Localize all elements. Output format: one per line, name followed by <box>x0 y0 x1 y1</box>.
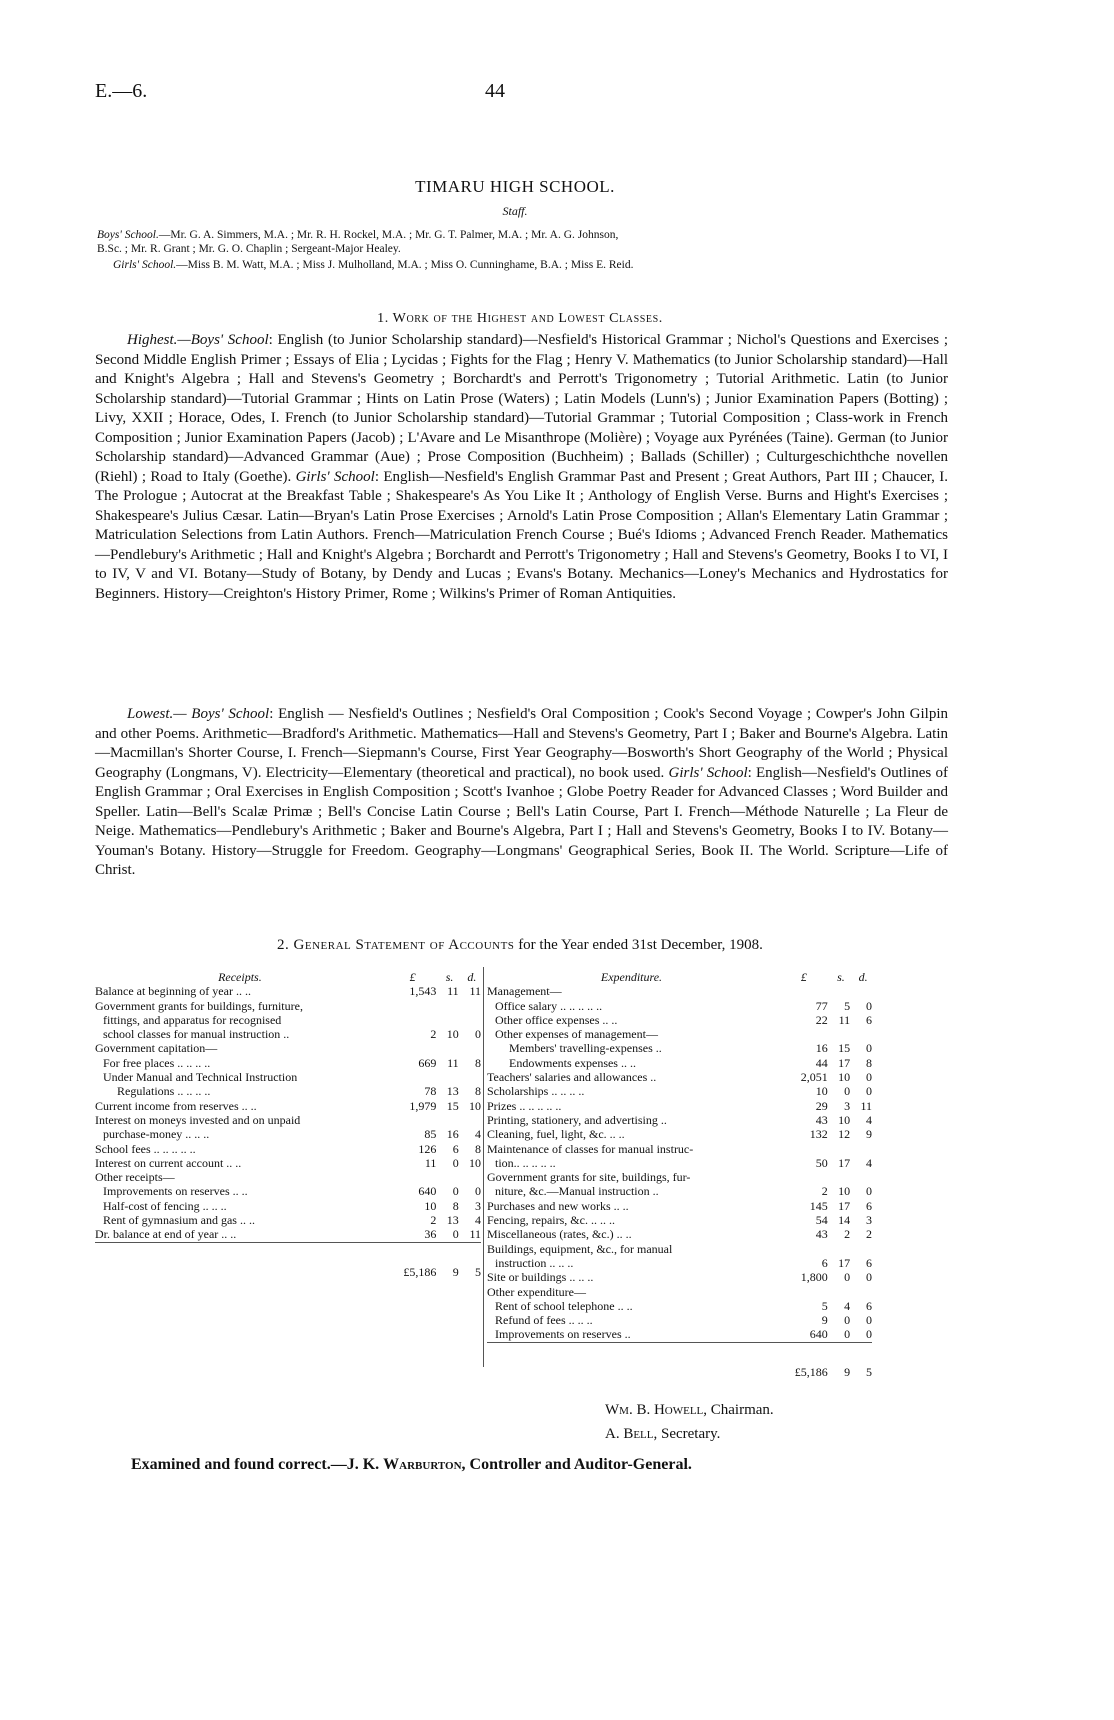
expenditure-row <box>487 1070 872 1084</box>
expenditure-pounds-cell <box>776 1242 828 1256</box>
expenditure-row <box>487 1199 872 1213</box>
page-number: 44 <box>485 80 505 102</box>
expenditure-pence-cell: 6 <box>866 1255 872 1270</box>
receipts-desc-cell: Improvements on reserves .. .. <box>103 1184 248 1199</box>
receipts-pounds-cell: 2 <box>430 1027 437 1042</box>
receipts-row <box>95 999 481 1013</box>
expenditure-row <box>487 1242 872 1256</box>
receipts-desc-cell: purchase-money .. .. .. <box>103 1127 210 1142</box>
expenditure-pounds-cell <box>776 1027 828 1041</box>
expenditure-desc-cell: instruction .. .. .. <box>495 1255 574 1270</box>
receipts-pounds-cell: 1,979 <box>409 1098 437 1113</box>
expenditure-shillings-cell: 17 <box>838 1055 851 1070</box>
receipts-pounds-cell <box>385 1170 437 1184</box>
receipts-shillings-cell: 11 <box>447 984 459 999</box>
expenditure-shillings-cell: 0 <box>844 1327 851 1342</box>
expenditure-shillings-cell: 0 <box>844 1084 851 1099</box>
receipts-pence-cell: 10 <box>469 1155 481 1170</box>
receipts-pence-cell: 0 <box>475 1027 481 1042</box>
receipts-desc-cell: Balance at beginning of year .. .. <box>95 984 251 999</box>
expenditure-total-shillings: 9 <box>828 1342 850 1379</box>
boys-staff-line-2 <box>97 243 997 255</box>
receipts-desc-cell: School fees .. .. .. .. .. <box>95 1141 196 1156</box>
receipts-row <box>95 1199 481 1213</box>
expenditure-pounds-cell: 50 <box>815 1155 828 1170</box>
expenditure-shillings-cell: 0 <box>844 1313 851 1328</box>
expenditure-pounds-cell: 10 <box>815 1084 828 1099</box>
expenditure-pounds-cell <box>776 1285 828 1299</box>
expenditure-pence-cell <box>850 1285 872 1299</box>
receipts-row <box>95 1027 481 1041</box>
expenditure-row <box>487 999 872 1013</box>
receipts-pence-cell <box>459 1041 481 1055</box>
section-2-heading-rest: for the Year ended 31st December, 1908. <box>514 937 763 953</box>
expenditure-col-pence: d. <box>858 970 868 984</box>
girls-staff-list: —Miss B. M. Watt, M.A. ; Miss J. Mulholland, M.A. ; Miss O. Cunninghame, B.A. ; Miss E. Reid. <box>176 259 634 271</box>
expenditure-shillings-cell <box>828 984 850 998</box>
expenditure-row <box>487 1084 872 1098</box>
expenditure-shillings-cell <box>828 1142 850 1156</box>
receipts-pounds-cell: 640 <box>418 1184 437 1199</box>
boys-staff-line-1 <box>97 229 997 241</box>
expenditure-pence-cell: 0 <box>866 1270 872 1285</box>
receipts-desc-cell: Dr. balance at end of year .. .. <box>95 1227 237 1242</box>
receipts-shillings-cell: 13 <box>446 1084 459 1099</box>
expenditure-pence-cell: 0 <box>866 1084 872 1099</box>
section-1-heading: 1. Work of the Highest and Lowest Classes. <box>377 311 663 326</box>
expenditure-pounds-cell: 22 <box>815 1012 828 1027</box>
auditor-name: Warburton <box>383 1456 462 1473</box>
expenditure-pence-cell <box>850 1142 872 1156</box>
expenditure-pounds-cell: 640 <box>809 1327 828 1342</box>
expenditure-heading: Expenditure. <box>600 970 663 984</box>
expenditure-row <box>487 1213 872 1227</box>
expenditure-shillings-cell: 15 <box>838 1041 851 1056</box>
secretary-signature <box>605 1426 720 1443</box>
receipts-pence-cell: 8 <box>475 1141 481 1156</box>
receipts-shillings-cell: 16 <box>446 1127 459 1142</box>
expenditure-desc-cell: Government grants for site, buildings, fur- <box>487 1170 691 1185</box>
expenditure-header-row <box>487 970 872 984</box>
expenditure-shillings-cell: 10 <box>838 1070 851 1085</box>
expenditure-desc-cell: Site or buildings .. .. .. <box>487 1270 594 1285</box>
expenditure-row <box>487 1099 872 1113</box>
receipts-total-row <box>95 1242 481 1279</box>
expenditure-desc-cell: Teachers' salaries and allowances .. <box>487 1070 657 1085</box>
receipts-shillings-cell <box>436 1113 458 1127</box>
expenditure-pounds-cell: 2 <box>821 1184 828 1199</box>
receipts-shillings-cell: 0 <box>452 1155 459 1170</box>
receipts-pence-cell: 11 <box>469 1227 481 1242</box>
highest-classes-paragraph <box>95 331 948 604</box>
expenditure-desc-cell: Maintenance of classes for manual instruc- <box>487 1141 694 1156</box>
receipts-body <box>95 970 481 1242</box>
expenditure-row <box>487 1113 872 1127</box>
expenditure-shillings-cell: 12 <box>838 1127 851 1142</box>
receipts-shillings-cell: 15 <box>446 1098 459 1113</box>
receipts-col-pounds: £ <box>409 970 416 984</box>
expenditure-desc-cell: Endowments expenses .. .. <box>509 1055 636 1070</box>
receipts-row <box>95 1013 481 1027</box>
school-title: TIMARU HIGH SCHOOL. <box>415 177 615 196</box>
expenditure-shillings-cell: 11 <box>838 1012 851 1027</box>
expenditure-pence-cell: 4 <box>866 1112 872 1127</box>
expenditure-shillings-cell: 3 <box>844 1098 851 1113</box>
receipts-desc-cell: school classes for manual instruction .. <box>103 1027 290 1042</box>
expenditure-shillings-cell: 4 <box>844 1298 851 1313</box>
expenditure-row <box>487 1299 872 1313</box>
lowest-label: Lowest. <box>127 706 174 722</box>
expenditure-row <box>487 1041 872 1055</box>
expenditure-desc-cell: Fencing, repairs, &c. .. .. .. <box>487 1213 615 1228</box>
expenditure-pence-cell: 0 <box>866 1313 872 1328</box>
girls-school-label: Girls' School. <box>113 259 177 271</box>
receipts-desc-cell: Government grants for buildings, furniture, <box>95 998 303 1013</box>
receipts-shillings-cell <box>436 1041 458 1055</box>
expenditure-desc-cell: Buildings, equipment, &c., for manual <box>487 1241 673 1256</box>
receipts-pounds-cell: 85 <box>424 1127 437 1142</box>
receipts-shillings-cell: 6 <box>452 1141 459 1156</box>
receipts-pounds-cell <box>385 1013 437 1027</box>
expenditure-desc-cell: Miscellaneous (rates, &c.) .. .. <box>487 1227 632 1242</box>
receipts-pounds-cell: 10 <box>424 1198 437 1213</box>
expenditure-desc-cell: Improvements on reserves .. <box>495 1327 631 1342</box>
expenditure-pence-cell: 0 <box>866 1184 872 1199</box>
expenditure-pounds-cell: 43 <box>815 1227 828 1242</box>
expenditure-desc-cell: Printing, stationery, and advertising .. <box>487 1112 667 1127</box>
receipts-pence-cell: 10 <box>469 1098 481 1113</box>
expenditure-desc-cell: niture, &c.—Manual instruction .. <box>495 1184 659 1199</box>
expenditure-pounds-cell <box>776 1170 828 1184</box>
expenditure-shillings-cell <box>828 1242 850 1256</box>
staff-heading: Staff. <box>502 204 528 218</box>
expenditure-row <box>487 1056 872 1070</box>
expenditure-total-row <box>487 1342 872 1379</box>
lowest-boys-text: : English — Nesfield's Outlines ; Nesfield's Oral Composition ; Cook's Second Voyage ; Cowper's John Gilpin and other Poems. Arithmetic—Bradford's Arithmetic. Mathematics—Hall and Stevens's Geometry, Part I ; Baker and Bourne's Algebra. Latin—Macmillan's Shorter Course, I. French—Siepmann's Course, First Year Geography—Bosworth's Short Geography of the World ; Physical Geography (Longmans, V). Electricity—Elementary (theoretical and practical), no book used. <box>95 706 948 781</box>
girls-staff-line <box>113 259 1013 271</box>
receipts-pounds-cell <box>385 1113 437 1127</box>
expenditure-row <box>487 1142 872 1156</box>
expenditure-desc-cell: Rent of school telephone .. .. <box>495 1298 633 1313</box>
expenditure-body <box>487 970 872 1342</box>
expenditure-pence-cell: 8 <box>866 1055 872 1070</box>
expenditure-col-shillings: s. <box>837 970 845 984</box>
lowest-girls-label: Girls' School <box>668 764 748 781</box>
receipts-desc-cell: fittings, and apparatus for recognised <box>103 1012 282 1027</box>
highest-girls-label: Girls' School <box>295 468 375 485</box>
expenditure-row <box>487 1027 872 1041</box>
receipts-pounds-cell: 1,543 <box>409 984 437 999</box>
receipts-row <box>95 984 481 998</box>
receipts-shillings-cell: 10 <box>446 1027 459 1042</box>
receipts-pounds-cell: 11 <box>424 1155 437 1170</box>
expenditure-shillings-cell: 17 <box>838 1255 851 1270</box>
receipts-pence-cell <box>459 1170 481 1184</box>
expenditure-pounds-cell <box>776 984 828 998</box>
expenditure-shillings-cell: 2 <box>844 1227 851 1242</box>
receipts-pence-cell: 8 <box>475 1055 481 1070</box>
receipts-row <box>95 1142 481 1156</box>
highest-boys-label: —Boys' School <box>177 332 269 348</box>
expenditure-pence-cell: 4 <box>866 1155 872 1170</box>
expenditure-pounds-cell: 54 <box>815 1213 828 1228</box>
receipts-pounds-cell: 78 <box>424 1084 437 1099</box>
receipts-desc-cell: Current income from reserves .. .. <box>95 1098 257 1113</box>
receipts-pounds-cell: 669 <box>418 1055 437 1070</box>
expenditure-desc-cell: Prizes .. .. .. .. .. <box>487 1098 562 1113</box>
expenditure-desc-cell: Purchases and new works .. .. <box>487 1198 629 1213</box>
expenditure-pence-cell: 0 <box>866 1070 872 1085</box>
expenditure-shillings-cell: 10 <box>838 1112 851 1127</box>
receipts-shillings-cell: 0 <box>452 1227 459 1242</box>
receipts-row <box>95 1213 481 1227</box>
receipts-row <box>95 1184 481 1198</box>
expenditure-desc-cell: tion.. .. .. .. .. <box>495 1155 556 1170</box>
receipts-pence-cell <box>459 999 481 1013</box>
receipts-pounds-cell <box>385 1070 437 1084</box>
table-divider <box>483 967 484 1367</box>
expenditure-pence-cell <box>850 1027 872 1041</box>
expenditure-row <box>487 1156 872 1170</box>
expenditure-shillings-cell <box>828 1285 850 1299</box>
receipts-desc-cell: Under Manual and Technical Instruction <box>103 1070 298 1085</box>
highest-boys-text: : English (to Junior Scholarship standard)—Nesfield's Historical Grammar ; Nichol's Questions and Exercises ; Second Middle English Primer ; Essays of Elia ; Lycidas ; Fights for the Flag ; Henry V. Mathematics (to Junior Scholarship standard)—Hall and Knight's Algebra ; Hall and Stevens's Geometry ; Borchardt's and Perrott's Trigonometry ; Tutorial Arithmetic. Latin (to Junior Scholarship standard)—Tutorial Grammar ; Hints on Latin Prose (Waters) ; Latin Models (Lunn's) ; Junior Examination Papers (Botting) ; Livy, XXII ; Horace, Odes, I. French (to Junior Scholarship standard)—Tutorial Grammar ; Tutorial Composition ; Class-work in French Composition ; Junior Examination Papers (Jacob) ; L'Avare and Le Misanthrope (Molière) ; Voyage aux Pyrénées (Taine). German (to Junior Scholarship standard)—Advanced Grammar (Aue) ; Prose Composition (Buchheim) ; Ballads (Schiller) ; Culturgeschichthche novellen (Riehl) ; Road to Italy (Goethe). <box>95 332 948 485</box>
lowest-boys-label: — Boys' School <box>173 706 270 722</box>
expenditure-pounds-cell <box>776 1142 828 1156</box>
lowest-girls-text: : English—Nesfield's Outlines of English Grammar ; Oral Exercises in English Composition ; Scott's Ivanhoe ; Globe Poetry Reader for Advanced Classes ; Word Builder and Speller. Latin—Bell's Scalæ Primæ ; Bell's Concise Latin Course ; Bell's Latin Course, Part I. French—Méthode Naturelle ; La Fleur de Neige. Mathematics—Pendlebury's Arithmetic ; Baker and Bourne's Algebra, Part I ; Hall and Stevens's Geometry, Books I to IV. Botany—Youman's Botany. History—Struggle for Freedom. Geography—Longmans' Geographical Series, Book II. The World. Scripture—Life of Christ. <box>95 764 948 878</box>
expenditure-pounds-cell: 9 <box>821 1313 828 1328</box>
receipts-row <box>95 1227 481 1242</box>
receipts-desc-cell: Rent of gymnasium and gas .. .. <box>103 1213 255 1228</box>
expenditure-pounds-cell: 16 <box>815 1041 828 1056</box>
receipts-pence-cell <box>459 1070 481 1084</box>
expenditure-shillings-cell: 5 <box>844 998 851 1013</box>
expenditure-total-pence: 5 <box>850 1342 872 1379</box>
receipts-shillings-cell <box>436 1170 458 1184</box>
expenditure-desc-cell: Other expenditure— <box>487 1284 586 1299</box>
receipts-shillings-cell: 11 <box>447 1055 459 1070</box>
expenditure-shillings-cell <box>828 1027 850 1041</box>
receipts-pence-cell: 8 <box>475 1084 481 1099</box>
expenditure-row <box>487 1013 872 1027</box>
audit-prefix: Examined and found correct.—J. K. <box>131 1456 384 1473</box>
expenditure-pounds-cell: 44 <box>815 1055 828 1070</box>
expenditure-desc-cell: Refund of fees .. .. .. <box>495 1313 593 1328</box>
receipts-desc-cell: Other receipts— <box>95 1170 175 1185</box>
expenditure-col-pounds: £ <box>800 970 807 984</box>
expenditure-pence-cell: 6 <box>866 1298 872 1313</box>
expenditure-pence-cell <box>850 1242 872 1256</box>
receipts-heading: Receipts. <box>218 970 262 984</box>
expenditure-pounds-cell: 29 <box>815 1098 828 1113</box>
expenditure-row <box>487 1270 872 1284</box>
section-2-heading-main: 2. General Statement of Accounts <box>277 937 515 953</box>
receipts-row <box>95 1113 481 1127</box>
boys-school-label: Boys' School. <box>97 229 159 241</box>
receipts-pounds-cell <box>385 1041 437 1055</box>
expenditure-pounds-cell: 132 <box>809 1127 828 1142</box>
receipts-pence-cell <box>459 1013 481 1027</box>
expenditure-row <box>487 1313 872 1327</box>
receipts-total-pounds: £5,186 <box>385 1242 437 1279</box>
secretary-role: , Secretary. <box>653 1426 721 1442</box>
expenditure-shillings-cell: 17 <box>838 1155 851 1170</box>
receipts-pounds-cell <box>385 999 437 1013</box>
receipts-header-row <box>95 970 481 984</box>
receipts-shillings-cell: 0 <box>452 1184 459 1199</box>
expenditure-desc-cell: Scholarships .. .. .. .. <box>487 1084 585 1099</box>
receipts-shillings-cell: 8 <box>452 1198 459 1213</box>
receipts-pounds-cell: 126 <box>418 1141 437 1156</box>
receipts-row <box>95 1084 481 1098</box>
expenditure-pence-cell: 0 <box>866 1327 872 1342</box>
expenditure-pounds-cell: 43 <box>815 1112 828 1127</box>
expenditure-shillings-cell <box>828 1170 850 1184</box>
chairman-name: Wm. B. Howell <box>605 1402 704 1418</box>
expenditure-pence-cell <box>850 1170 872 1184</box>
receipts-desc-cell: For free places .. .. .. .. <box>103 1055 211 1070</box>
receipts-desc-cell: Half-cost of fencing .. .. .. <box>103 1198 227 1213</box>
expenditure-row <box>487 1256 872 1270</box>
receipts-pence-cell: 11 <box>469 984 481 999</box>
receipts-col-pence: d. <box>467 970 477 984</box>
receipts-pence-cell <box>459 1113 481 1127</box>
expenditure-row <box>487 1327 872 1342</box>
chairman-signature <box>605 1402 774 1419</box>
receipts-desc-cell: Regulations .. .. .. .. <box>117 1084 211 1099</box>
receipts-pence-cell: 0 <box>475 1184 481 1199</box>
section-2-heading <box>0 937 1040 954</box>
receipts-col-shillings: s. <box>445 970 454 984</box>
lowest-classes-paragraph <box>95 705 948 881</box>
receipts-row <box>95 1070 481 1084</box>
expenditure-shillings-cell: 0 <box>844 1270 851 1285</box>
highest-label: Highest. <box>127 332 178 348</box>
receipts-desc-cell: Government capitation— <box>95 1041 218 1056</box>
receipts-row <box>95 1056 481 1070</box>
receipts-shillings-cell <box>436 1070 458 1084</box>
boys-staff-list-1: —Mr. G. A. Simmers, M.A. ; Mr. R. H. Rockel, M.A. ; Mr. G. T. Palmer, M.A. ; Mr. A. G. Johnson, <box>158 229 619 241</box>
expenditure-total-pounds: £5,186 <box>776 1342 828 1379</box>
expenditure-shillings-cell: 10 <box>838 1184 851 1199</box>
audit-statement <box>131 1456 692 1474</box>
receipts-pence-cell: 3 <box>475 1198 481 1213</box>
receipts-pence-cell: 4 <box>475 1127 481 1142</box>
expenditure-desc-cell: Other office expenses .. .. <box>495 1012 618 1027</box>
expenditure-pence-cell: 11 <box>860 1098 872 1113</box>
document-reference: E.—6. <box>95 80 148 102</box>
expenditure-pounds-cell: 2,051 <box>800 1070 828 1085</box>
secretary-name: A. Bell <box>605 1426 654 1442</box>
receipts-desc-cell: Interest on moneys invested and on unpaid <box>95 1112 301 1127</box>
expenditure-pence-cell: 0 <box>866 1041 872 1056</box>
receipts-pounds-cell: 2 <box>430 1213 437 1228</box>
receipts-pence-cell: 4 <box>475 1213 481 1228</box>
receipts-row <box>95 1156 481 1170</box>
expenditure-pence-cell: 3 <box>866 1213 872 1228</box>
receipts-row <box>95 1170 481 1184</box>
expenditure-row <box>487 1184 872 1198</box>
highest-girls-text: : English—Nesfield's English Grammar Past and Present ; Great Authors, Part III ; Chaucer, I. The Prologue ; Autocrat at the Breakfast Table ; Shakespeare's As You Like It ; Anthology of English Verse. Burns and Hight's Exercises ; Shakespeare's Julius Cæsar. Latin—Bryan's Latin Prose Exercises ; Arnold's Latin Prose Composition ; Allan's Elementary Latin Grammar ; Matriculation Selections from Latin Authors. French—Matriculation French Course ; Bué's Idioms ; Advanced French Reader. Mathematics—Pendlebury's Arithmetic ; Hall and Knight's Algebra ; Borchardt and Perrott's Trigonometry ; Hall and Stevens's Geometry, Books I to VI, I to IV, V and VI. Botany—Study of Botany, by Dendy and Lucas ; Evans's Botany. Mechanics—Loney's Mechanics and Hydrostatics for Beginners. History—Creighton's History Primer, Rome ; Wilkins's Primer of Roman Antiquities. <box>95 468 948 602</box>
expenditure-desc-cell: Management— <box>487 984 562 999</box>
expenditure-desc-cell: Members' travelling-expenses .. <box>509 1041 662 1056</box>
receipts-row <box>95 1127 481 1141</box>
expenditure-row <box>487 1170 872 1184</box>
expenditure-row <box>487 1285 872 1299</box>
expenditure-pounds-cell: 6 <box>821 1255 828 1270</box>
expenditure-desc-cell: Office salary .. .. .. .. .. <box>495 998 603 1013</box>
receipts-pounds-cell: 36 <box>424 1227 437 1242</box>
expenditure-pounds-cell: 1,800 <box>800 1270 828 1285</box>
receipts-shillings-cell: 13 <box>446 1213 459 1228</box>
audit-suffix: , Controller and Auditor-General. <box>461 1456 692 1473</box>
receipts-row <box>95 1041 481 1055</box>
expenditure-pence-cell: 9 <box>866 1127 872 1142</box>
receipts-total-pence: 5 <box>459 1242 481 1279</box>
expenditure-pence-cell: 0 <box>866 998 872 1013</box>
expenditure-row <box>487 984 872 998</box>
expenditure-pounds-cell: 77 <box>815 998 828 1013</box>
receipts-total-shillings: 9 <box>436 1242 458 1279</box>
expenditure-pounds-cell: 145 <box>809 1198 828 1213</box>
receipts-row <box>95 1099 481 1113</box>
expenditure-desc-cell: Other expenses of management— <box>495 1027 658 1042</box>
expenditure-pounds-cell: 5 <box>821 1298 828 1313</box>
expenditure-row <box>487 1127 872 1141</box>
expenditure-row <box>487 1227 872 1241</box>
receipts-shillings-cell <box>436 999 458 1013</box>
receipts-desc-cell: Interest on current account .. .. <box>95 1155 242 1170</box>
expenditure-desc-cell: Cleaning, fuel, light, &c. .. .. <box>487 1127 625 1142</box>
expenditure-pence-cell: 6 <box>866 1198 872 1213</box>
boys-staff-list-2: B.Sc. ; Mr. R. Grant ; Mr. G. O. Chaplin ; Sergeant-Major Healey. <box>97 243 401 255</box>
expenditure-shillings-cell: 17 <box>838 1198 851 1213</box>
receipts-shillings-cell <box>436 1013 458 1027</box>
expenditure-pence-cell: 2 <box>866 1227 872 1242</box>
receipts-table <box>95 970 481 1279</box>
chairman-role: , Chairman. <box>703 1402 774 1418</box>
expenditure-pence-cell: 6 <box>866 1012 872 1027</box>
expenditure-pence-cell <box>850 984 872 998</box>
expenditure-shillings-cell: 14 <box>838 1213 851 1228</box>
expenditure-table <box>487 970 872 1379</box>
